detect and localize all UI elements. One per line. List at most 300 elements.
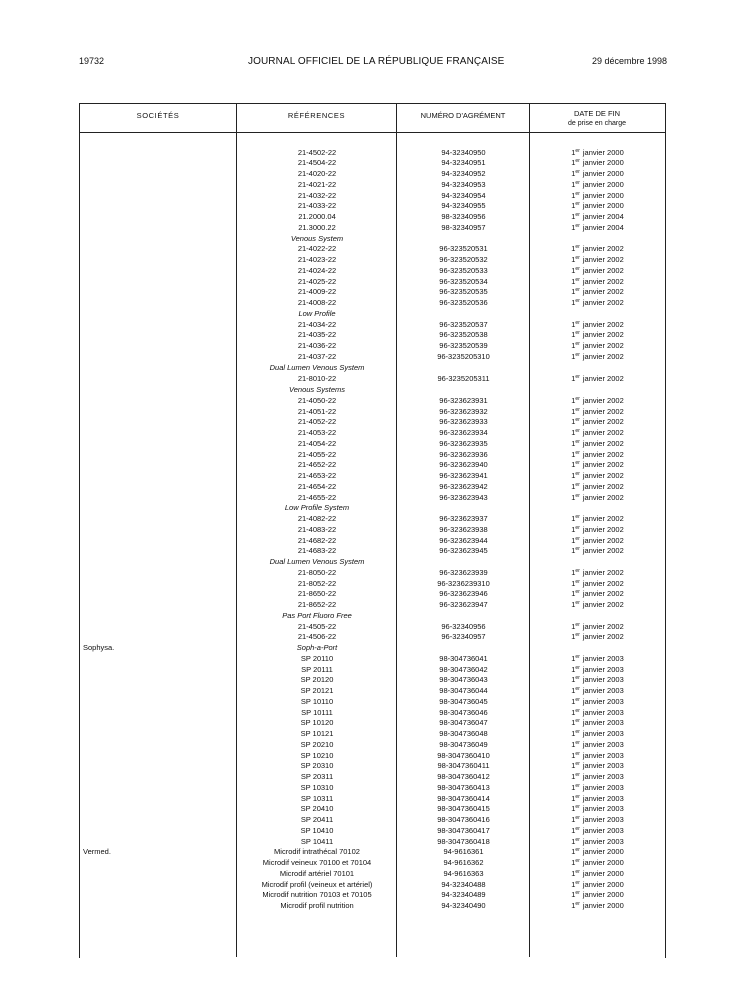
date-month-year: janvier 2003 xyxy=(582,761,624,771)
date-day-suffix: er xyxy=(575,546,580,553)
end-date-cell xyxy=(531,685,664,696)
table-row xyxy=(80,481,664,492)
date-day-suffix: er xyxy=(575,653,580,660)
date-day-suffix: er xyxy=(575,417,580,424)
date-day: 1 xyxy=(571,298,576,307)
date-month-year: janvier 2000 xyxy=(582,858,624,868)
end-date-cell xyxy=(531,373,664,384)
reference-cell: 21.3000.22 xyxy=(298,222,336,232)
reference-cell: 21-4506-22 xyxy=(297,632,337,642)
section-row xyxy=(80,556,664,567)
date-day-suffix: er xyxy=(575,825,580,832)
end-date-cell xyxy=(531,470,664,481)
date-month-year: janvier 2002 xyxy=(582,319,624,329)
date-day-suffix: er xyxy=(575,632,580,639)
reference-cell: 21-4082-22 xyxy=(297,514,337,524)
table-row xyxy=(80,760,664,771)
end-date-cell xyxy=(531,449,664,460)
date-month-year: janvier 2003 xyxy=(582,782,624,792)
agrement-number-cell: 96-323520538 xyxy=(439,330,488,340)
date-day: 1 xyxy=(571,330,576,340)
date-day-suffix: er xyxy=(575,460,580,467)
agrement-number-cell: 98-3047360418 xyxy=(437,836,490,846)
date-month-year: janvier 2002 xyxy=(582,546,624,556)
date-day: 1 xyxy=(571,675,576,685)
reference-cell: SP 20311 xyxy=(300,772,334,782)
table-row xyxy=(80,351,664,362)
agrement-number-cell: 98-3047360416 xyxy=(437,815,490,825)
agrement-number-cell: 98-304736042 xyxy=(439,664,488,674)
table-row xyxy=(80,406,664,417)
end-date-cell xyxy=(531,857,664,868)
date-month-year: janvier 2002 xyxy=(582,255,624,264)
date-day: 1 xyxy=(571,879,576,889)
agrement-number-cell: 98-32340956 xyxy=(441,212,486,221)
date-day-suffix: er xyxy=(575,395,580,402)
end-date-cell xyxy=(531,900,664,911)
agrement-number-cell: 94-32340490 xyxy=(441,901,486,911)
table-row xyxy=(80,243,664,254)
date-day-suffix: er xyxy=(575,169,580,175)
date-month-year: janvier 2003 xyxy=(582,772,624,782)
agrement-number-cell: 98-304736047 xyxy=(439,718,488,728)
reference-cell: 21-4033-22 xyxy=(297,201,337,211)
date-day-suffix: er xyxy=(575,244,580,251)
agrement-number-cell: 96-323520539 xyxy=(439,341,488,350)
end-date-cell xyxy=(531,395,664,406)
date-month-year: janvier 2003 xyxy=(582,815,624,825)
date-day-suffix: er xyxy=(575,847,580,854)
agrement-number-cell: 94-9616362 xyxy=(443,858,484,868)
reference-cell: 21-4052-22 xyxy=(297,417,337,427)
reference-cell: 21-4023-22 xyxy=(297,255,337,264)
table-row xyxy=(80,449,664,460)
date-day: 1 xyxy=(571,729,576,739)
table-row xyxy=(80,631,664,642)
date-day-suffix: er xyxy=(575,718,580,725)
end-date-cell xyxy=(531,825,664,836)
product-section-title: Low Profile xyxy=(298,308,336,318)
table-row xyxy=(80,653,664,664)
publication-date: 29 décembre 1998 xyxy=(592,56,668,66)
date-day: 1 xyxy=(571,287,576,297)
date-day: 1 xyxy=(571,847,576,857)
table-row xyxy=(80,329,664,340)
table-row xyxy=(80,168,664,179)
reference-cell: SP 10111 xyxy=(301,707,333,717)
agrement-number-cell: 94-9616363 xyxy=(443,868,484,878)
reference-cell: Microdif artériel 70101 xyxy=(279,868,355,878)
agrement-number-cell: 98-3047360410 xyxy=(437,750,490,760)
reference-cell: SP 20110 xyxy=(300,653,334,663)
reference-cell: 21-4502-22 xyxy=(297,147,337,157)
date-day-suffix: er xyxy=(575,686,580,693)
date-day: 1 xyxy=(571,664,576,674)
reference-cell: 21-4022-22 xyxy=(297,244,337,254)
product-section-title: Low Profile System xyxy=(284,503,350,513)
agrement-number-cell: 98-304736041 xyxy=(439,653,488,663)
end-date-cell xyxy=(531,416,664,427)
date-day-suffix: er xyxy=(575,287,580,294)
table-row xyxy=(80,664,664,675)
table-row xyxy=(80,535,664,546)
date-month-year: janvier 2004 xyxy=(582,212,624,221)
end-date-cell xyxy=(531,836,664,847)
end-date-cell xyxy=(531,351,664,362)
end-date-cell xyxy=(531,793,664,804)
table-row xyxy=(80,427,664,438)
date-day-suffix: er xyxy=(575,471,580,478)
reference-cell: SP 20410 xyxy=(300,804,334,814)
reference-cell: 21-4653-22 xyxy=(297,471,337,481)
end-date-cell xyxy=(531,265,664,276)
date-month-year: janvier 2002 xyxy=(582,428,624,438)
end-date-cell xyxy=(531,200,664,211)
reference-cell: 21-4051-22 xyxy=(297,406,337,416)
date-day-suffix: er xyxy=(575,265,580,272)
date-day: 1 xyxy=(571,460,576,470)
date-day-suffix: er xyxy=(575,890,580,897)
table-row xyxy=(80,793,664,804)
date-month-year: janvier 2002 xyxy=(582,406,624,416)
agrement-number-cell: 98-3047360411 xyxy=(437,761,490,771)
date-day: 1 xyxy=(571,901,576,911)
reference-cell: SP 10110 xyxy=(300,696,334,706)
date-day-suffix: er xyxy=(575,212,580,218)
date-month-year: janvier 2002 xyxy=(582,351,624,361)
date-day-suffix: er xyxy=(575,190,580,197)
agrement-number-cell: 94-32340952 xyxy=(441,169,486,178)
table-row xyxy=(80,286,664,297)
date-day: 1 xyxy=(571,374,576,384)
date-month-year: janvier 2000 xyxy=(582,201,624,211)
table-row xyxy=(80,889,664,900)
reference-cell: SP 20120 xyxy=(300,675,334,685)
reference-cell: Microdif profil (veineux et artériel) xyxy=(261,879,373,889)
end-date-cell xyxy=(531,578,664,589)
end-date-cell xyxy=(531,157,664,168)
date-day-suffix: er xyxy=(575,255,580,261)
table-row xyxy=(80,319,664,330)
date-day: 1 xyxy=(571,804,576,814)
reference-cell: 21-4034-22 xyxy=(297,319,337,329)
date-day-suffix: er xyxy=(575,222,580,229)
table-row xyxy=(80,621,664,632)
agrement-number-cell: 96-323520535 xyxy=(439,287,488,297)
reference-cell: 21-4032-22 xyxy=(297,190,337,200)
end-date-cell xyxy=(531,222,664,233)
date-day-suffix: er xyxy=(575,514,580,521)
table-row xyxy=(80,276,664,287)
reference-cell: 21-4021-22 xyxy=(297,179,337,189)
date-month-year: janvier 2003 xyxy=(582,653,624,663)
end-date-cell xyxy=(531,406,664,417)
reference-cell: 21-4025-22 xyxy=(297,276,337,286)
table-row xyxy=(80,297,664,308)
date-month-year: janvier 2003 xyxy=(582,718,624,728)
end-date-cell xyxy=(531,717,664,728)
table-row xyxy=(80,222,664,233)
product-section-title: Dual Lumen Venous System xyxy=(269,557,365,567)
end-date-cell xyxy=(531,329,664,340)
agrement-number-cell: 94-32340950 xyxy=(441,147,486,157)
end-date-cell xyxy=(531,513,664,524)
end-date-cell xyxy=(531,438,664,449)
end-date-cell xyxy=(531,674,664,685)
date-month-year: janvier 2002 xyxy=(582,524,624,534)
end-date-cell xyxy=(531,771,664,782)
end-date-cell xyxy=(531,459,664,470)
date-day: 1 xyxy=(571,319,576,329)
reference-cell: SP 10210 xyxy=(300,750,334,760)
agrement-number-cell: 96-323520533 xyxy=(439,265,488,275)
date-day-suffix: er xyxy=(575,858,580,865)
table-row xyxy=(80,739,664,750)
date-day: 1 xyxy=(571,761,576,771)
date-day: 1 xyxy=(571,535,576,545)
agrement-number-cell: 94-32340488 xyxy=(441,879,486,889)
end-date-cell xyxy=(531,879,664,890)
date-day-suffix: er xyxy=(575,761,580,768)
agrement-number-cell: 96-323623933 xyxy=(439,417,488,427)
reference-cell: 21-4050-22 xyxy=(297,395,337,405)
reference-cell: SP 20310 xyxy=(300,761,334,771)
table-row xyxy=(80,717,664,728)
agrement-number-cell: 96-323623946 xyxy=(439,589,488,599)
societe-name: Vermed. xyxy=(83,847,111,857)
date-month-year: janvier 2003 xyxy=(582,729,624,739)
table-row xyxy=(80,728,664,739)
table-row xyxy=(80,179,664,190)
date-day: 1 xyxy=(571,244,576,254)
end-date-cell xyxy=(531,243,664,254)
date-day-suffix: er xyxy=(575,438,580,445)
table-row xyxy=(80,825,664,836)
table-row xyxy=(80,211,664,222)
date-month-year: janvier 2002 xyxy=(582,621,624,631)
agrement-number-cell: 96-3235205311 xyxy=(437,374,490,384)
end-date-cell xyxy=(531,297,664,308)
agrement-number-cell: 98-32340957 xyxy=(441,222,486,232)
agrement-number-cell: 94-32340954 xyxy=(441,190,486,200)
column-header-date xyxy=(530,109,664,129)
agrement-number-cell: 94-32340489 xyxy=(441,890,486,900)
date-day: 1 xyxy=(571,567,576,577)
date-day-suffix: er xyxy=(575,879,580,886)
table-row xyxy=(80,395,664,406)
date-day-suffix: er xyxy=(575,750,580,757)
date-month-year: janvier 2000 xyxy=(582,169,624,178)
date-day: 1 xyxy=(571,190,576,200)
date-month-year: janvier 2002 xyxy=(582,244,624,254)
date-month-year: janvier 2003 xyxy=(582,664,624,674)
table-row xyxy=(80,696,664,707)
product-section-title: Venous Systems xyxy=(289,385,345,395)
table-row xyxy=(80,157,664,168)
reference-cell: 21-4054-22 xyxy=(297,438,337,448)
end-date-cell xyxy=(531,868,664,879)
date-day-suffix: er xyxy=(575,600,580,607)
end-date-cell xyxy=(531,319,664,330)
date-day: 1 xyxy=(571,750,576,760)
column-header-date-line1: DATE DE FIN xyxy=(573,109,621,118)
agrement-number-cell: 96-323623941 xyxy=(439,471,488,481)
date-day-suffix: er xyxy=(575,707,580,714)
column-header-date-line2: de prise en charge xyxy=(568,120,626,127)
table-row xyxy=(80,147,664,158)
reference-cell: 21-4036-22 xyxy=(297,341,337,350)
date-day: 1 xyxy=(571,471,576,481)
agrement-number-cell: 96-323623939 xyxy=(439,567,488,577)
date-day-suffix: er xyxy=(575,276,580,283)
table-row xyxy=(80,750,664,761)
end-date-cell xyxy=(531,168,664,179)
date-month-year: janvier 2002 xyxy=(582,471,624,481)
date-day: 1 xyxy=(571,632,576,642)
date-day: 1 xyxy=(571,255,576,264)
date-day: 1 xyxy=(571,890,576,900)
date-month-year: janvier 2004 xyxy=(582,222,624,232)
reference-cell: SP 20411 xyxy=(300,815,334,825)
date-month-year: janvier 2003 xyxy=(582,707,624,717)
date-day-suffix: er xyxy=(575,428,580,435)
reference-cell: 21-4053-22 xyxy=(297,428,337,438)
table-row xyxy=(80,254,664,265)
date-day-suffix: er xyxy=(575,330,580,337)
reference-cell: 21-4020-22 xyxy=(297,169,337,178)
product-section-title: Venous System xyxy=(290,233,344,243)
agrement-number-cell: 98-3047360412 xyxy=(437,772,490,782)
header-divider xyxy=(79,132,665,133)
date-day-suffix: er xyxy=(575,793,580,800)
table-row xyxy=(80,524,664,535)
end-date-cell xyxy=(531,286,664,297)
date-month-year: janvier 2000 xyxy=(582,179,624,189)
date-day-suffix: er xyxy=(575,868,580,875)
date-day: 1 xyxy=(571,546,576,556)
table-row xyxy=(80,674,664,685)
date-month-year: janvier 2002 xyxy=(582,632,624,642)
end-date-cell xyxy=(531,653,664,664)
date-day: 1 xyxy=(571,276,576,286)
date-day-suffix: er xyxy=(575,147,580,154)
date-month-year: janvier 2002 xyxy=(582,578,624,588)
table-row xyxy=(80,599,664,610)
column-header-numero: NUMÉRO D'AGRÉMENT xyxy=(420,111,506,120)
end-date-cell xyxy=(531,492,664,503)
table-row xyxy=(80,416,664,427)
date-month-year: janvier 2003 xyxy=(582,675,624,685)
agrement-number-cell: 96-323623943 xyxy=(439,492,488,502)
reference-cell: 21-4505-22 xyxy=(297,621,337,631)
reference-cell: 21-4504-22 xyxy=(297,158,337,168)
end-date-cell xyxy=(531,803,664,814)
date-day: 1 xyxy=(571,868,576,878)
date-day: 1 xyxy=(571,621,576,631)
end-date-cell xyxy=(531,889,664,900)
product-section-title: Soph-a-Port xyxy=(296,643,338,653)
date-day: 1 xyxy=(571,222,576,232)
date-day-suffix: er xyxy=(575,319,580,326)
agrement-number-cell: 94-32340955 xyxy=(441,201,486,211)
agrement-number-cell: 94-9616361 xyxy=(443,847,484,857)
section-row xyxy=(80,308,664,319)
date-month-year: janvier 2000 xyxy=(582,890,624,900)
date-day: 1 xyxy=(571,417,576,427)
section-row xyxy=(80,610,664,621)
end-date-cell xyxy=(531,631,664,642)
end-date-cell xyxy=(531,545,664,556)
date-day: 1 xyxy=(571,492,576,502)
reference-cell: SP 10410 xyxy=(300,825,334,835)
product-section-title: Pas Port Fluoro Free xyxy=(282,610,352,620)
date-month-year: janvier 2003 xyxy=(582,750,624,760)
journal-title: JOURNAL OFFICIEL DE LA RÉPUBLIQUE FRANÇAISE xyxy=(248,56,505,67)
reference-cell: 21-8652-22 xyxy=(297,600,337,610)
end-date-cell xyxy=(531,481,664,492)
table-row xyxy=(80,588,664,599)
agrement-number-cell: 96-3235205310 xyxy=(437,351,490,361)
table-row xyxy=(80,685,664,696)
table-row xyxy=(80,900,664,911)
date-day-suffix: er xyxy=(575,664,580,671)
end-date-cell xyxy=(531,599,664,610)
date-month-year: janvier 2003 xyxy=(582,836,624,846)
reference-cell: 21-4009-22 xyxy=(297,287,337,297)
end-date-cell xyxy=(531,739,664,750)
date-day-suffix: er xyxy=(575,374,580,381)
end-date-cell xyxy=(531,588,664,599)
end-date-cell xyxy=(531,427,664,438)
column-header-references: RÉFÉRENCES xyxy=(287,111,346,120)
table-row xyxy=(80,567,664,578)
date-day: 1 xyxy=(571,449,576,459)
section-row xyxy=(80,384,664,395)
reference-cell: 21-4683-22 xyxy=(297,546,337,556)
date-day: 1 xyxy=(571,686,576,696)
date-day: 1 xyxy=(571,201,576,211)
table-row xyxy=(80,373,664,384)
table-row xyxy=(80,578,664,589)
agrement-number-cell: 96-323623938 xyxy=(439,524,488,534)
date-day-suffix: er xyxy=(575,696,580,703)
reference-cell: SP 10411 xyxy=(300,836,334,846)
date-month-year: janvier 2002 xyxy=(582,514,624,524)
section-row xyxy=(80,233,664,244)
page-number: 19732 xyxy=(79,56,105,66)
date-day: 1 xyxy=(571,696,576,706)
end-date-cell xyxy=(531,707,664,718)
agrement-number-cell: 96-323520534 xyxy=(439,276,488,286)
date-month-year: janvier 2002 xyxy=(582,535,624,545)
table-row xyxy=(80,846,664,857)
date-month-year: janvier 2003 xyxy=(582,825,624,835)
end-date-cell xyxy=(531,190,664,201)
date-month-year: janvier 2002 xyxy=(582,460,624,470)
date-month-year: janvier 2002 xyxy=(582,589,624,599)
reference-cell: 21-4055-22 xyxy=(297,449,337,459)
agrement-number-cell: 96-3236239310 xyxy=(437,578,490,588)
table-row xyxy=(80,513,664,524)
date-month-year: janvier 2002 xyxy=(582,330,624,340)
end-date-cell xyxy=(531,750,664,761)
date-day: 1 xyxy=(571,395,576,405)
date-day-suffix: er xyxy=(575,729,580,736)
date-day: 1 xyxy=(571,858,576,868)
reference-cell: SP 10120 xyxy=(300,718,334,728)
date-month-year: janvier 2000 xyxy=(582,901,624,911)
date-day-suffix: er xyxy=(575,535,580,542)
